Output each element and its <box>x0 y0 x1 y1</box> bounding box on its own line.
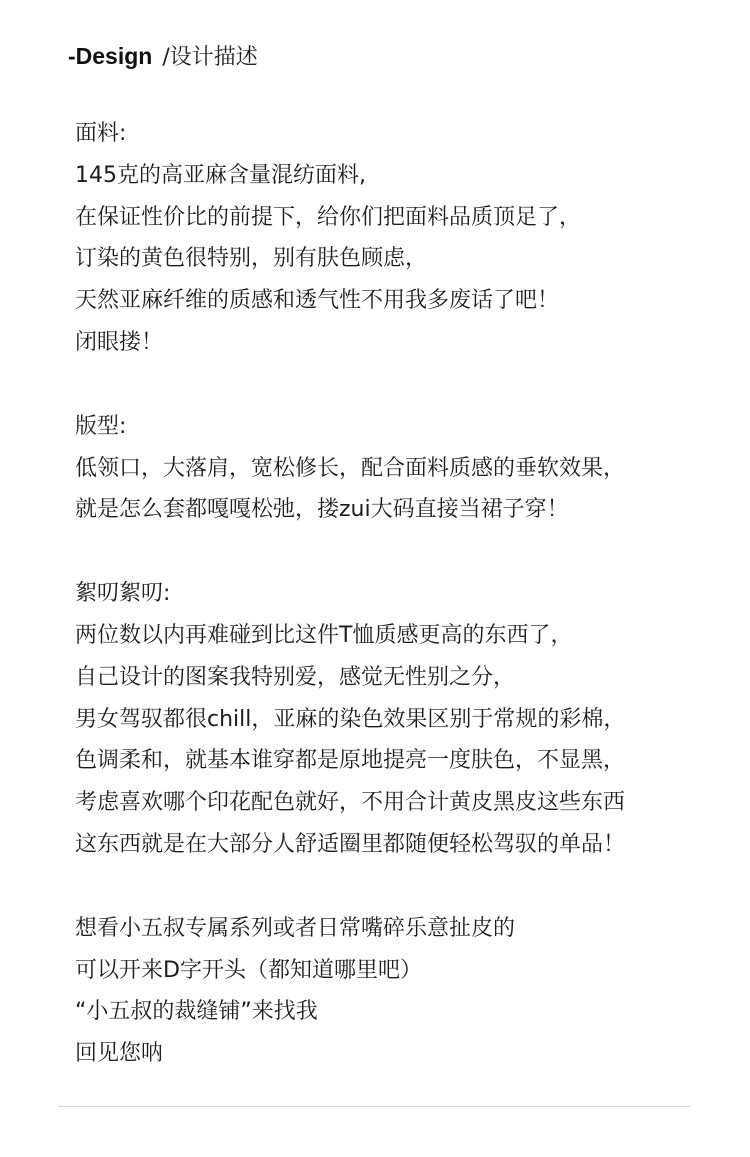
text-line: “小五叔的裁缝铺”来找我 <box>75 999 318 1025</box>
text-line: 145克的高亚麻含量混纺面料, <box>75 162 366 188</box>
text-line: 订染的黄色很特别，别有肤色顾虑， <box>75 246 428 272</box>
section-chat <box>75 573 705 866</box>
text-line: 色调柔和，就基本谁穿都是原地提亮一度肤色，不显黑， <box>75 748 626 774</box>
text-line: 两位数以内再难碰到比这件T恤质感更高的东西了， <box>75 622 573 648</box>
text-line: 天然亚麻纤维的质感和透气性不用我多废话了吧！ <box>75 288 560 314</box>
text-line: 低领口，大落肩，宽松修长，配合面料质感的垂软效果， <box>75 455 626 481</box>
text-line: 自己设计的图案我特别爱，感觉无性别之分， <box>75 664 516 690</box>
text-line: 回见您呐 <box>75 1041 164 1067</box>
text-line: 可以开来D字开头（都知道哪里吧） <box>75 957 422 983</box>
page-header <box>68 40 258 74</box>
text-line: 在保证性价比的前提下，给你们把面料品质顶足了， <box>75 204 582 230</box>
section-outro <box>75 908 705 1075</box>
section-fit <box>75 406 705 531</box>
section-fabric <box>75 113 705 364</box>
text-line: 这东西就是在大部分人舒适圈里都随便轻松驾驭的单品！ <box>75 831 626 857</box>
text-line: 闭眼搂！ <box>75 329 164 355</box>
text-line: 就是怎么套都嘎嘎松弛，搂zui大码直接当裙子穿！ <box>75 497 569 523</box>
text-line: 想看小五叔专属系列或者日常嘴碎乐意扯皮的 <box>75 915 516 941</box>
text-line: 考虑喜欢哪个印花配色就好，不用合计黄皮黑皮这些东西 <box>75 790 626 816</box>
bottom-divider <box>58 1106 690 1107</box>
header-subtitle: /设计描述 <box>162 45 258 70</box>
description-body <box>75 113 705 1117</box>
section-heading: 絮叨絮叨: <box>75 581 171 607</box>
header-title: -Design <box>68 43 153 69</box>
section-heading: 版型: <box>75 413 127 439</box>
text-line: 男女驾驭都很chill，亚麻的染色效果区别于常规的彩棉， <box>75 706 626 732</box>
section-heading: 面料: <box>75 121 127 146</box>
